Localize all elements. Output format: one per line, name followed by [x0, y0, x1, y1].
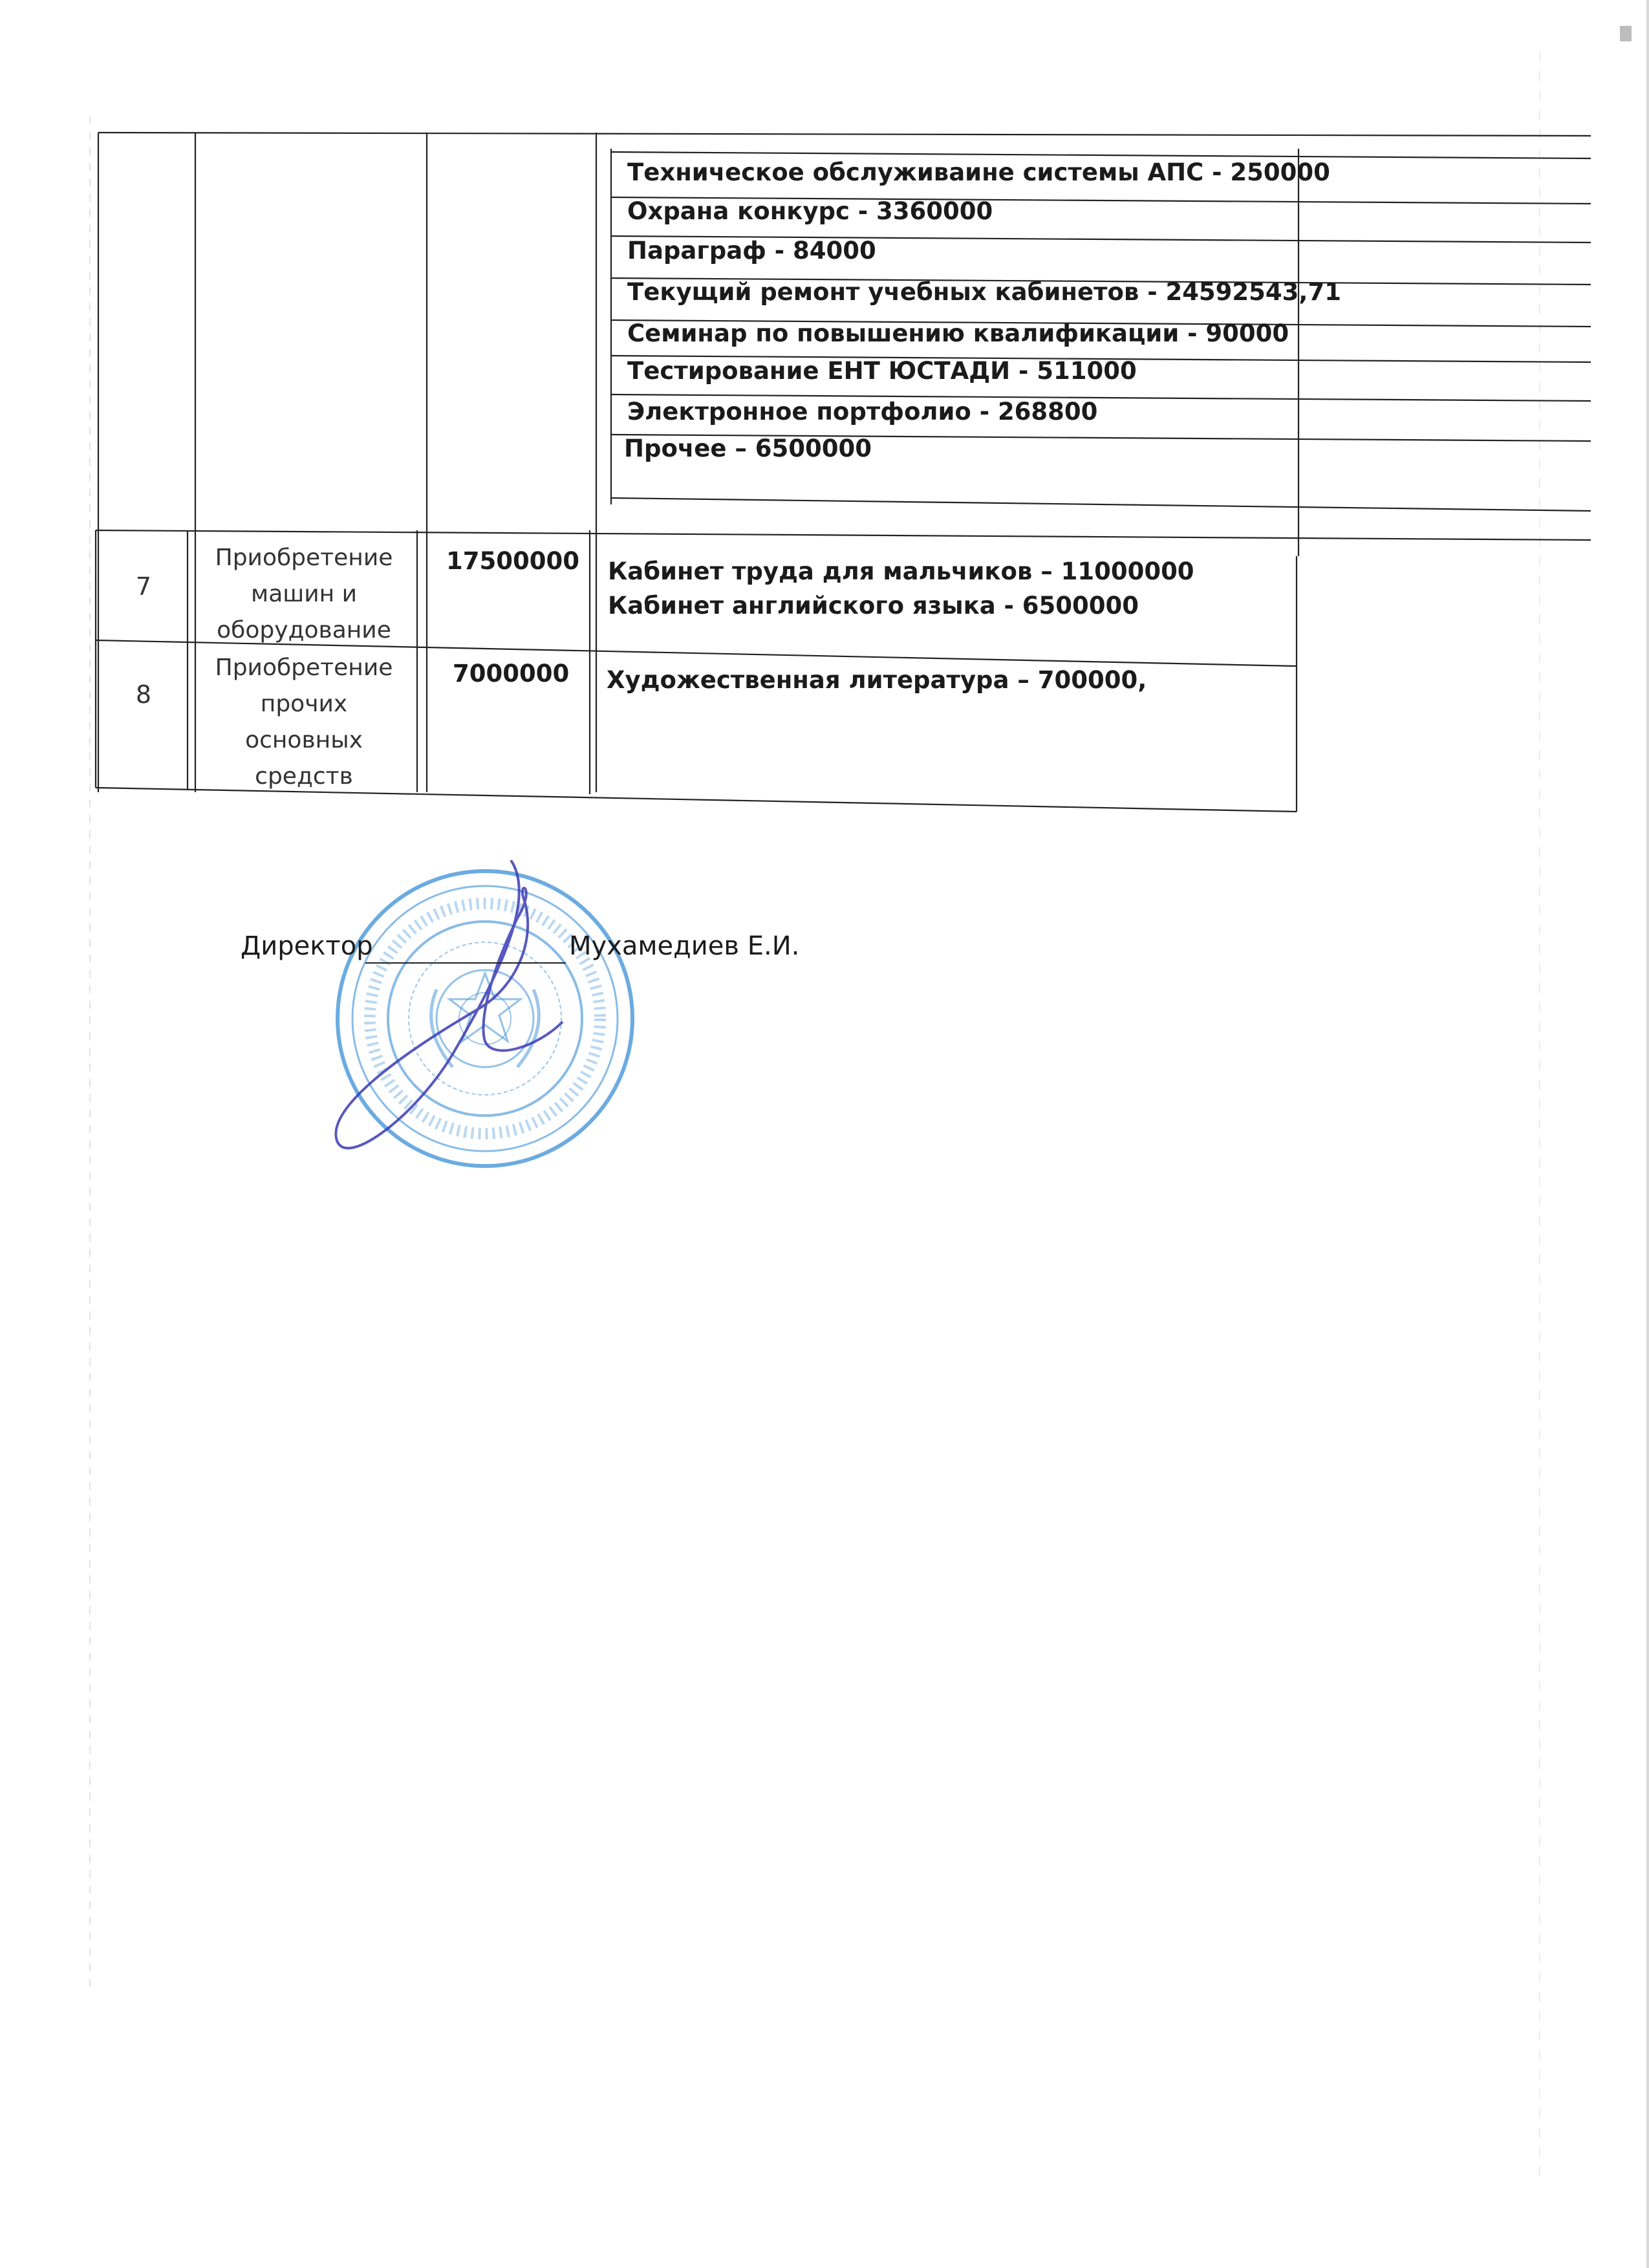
row-amount: 7000000: [453, 660, 570, 687]
official-seal: [323, 860, 647, 1171]
row-name: [188, 540, 420, 649]
row-name-line: машин и: [251, 581, 357, 607]
row-detail: Художественная литература – 700000,: [607, 666, 1147, 694]
row-number: 8: [135, 680, 152, 709]
signature-role: Директор: [241, 931, 373, 961]
expense-item: Техническое обслуживаине системы АПС - 250000: [627, 158, 1330, 186]
row-detail: Кабинет английского языка - 6500000: [608, 592, 1139, 620]
expense-item: Электронное портфолио - 268800: [627, 398, 1098, 426]
row-name-line: Приобретение: [215, 545, 393, 571]
row-amount: 17500000: [446, 547, 579, 575]
expense-item: Семинар по повышению квалификации - 90000: [627, 319, 1289, 347]
row-detail: Кабинет труда для мальчиков – 11000000: [608, 557, 1194, 585]
row-name-line: оборудование: [217, 617, 391, 643]
signature-name: Мухамедиев Е.И.: [569, 931, 800, 961]
expense-item: Прочее – 6500000: [624, 435, 872, 462]
row-name-line: средств: [255, 763, 353, 790]
row-number: 7: [135, 572, 152, 601]
expense-item: Текущий ремонт учебных кабинетов - 24592543,71: [627, 278, 1341, 306]
row-name-line: основных: [245, 727, 363, 753]
expense-item: Параграф - 84000: [627, 237, 876, 265]
row-name-line: прочих: [260, 691, 348, 717]
row-name: [188, 650, 420, 795]
expense-item: Тестирование ЕНТ ЮСТАДИ - 511000: [627, 357, 1137, 385]
expense-item: Охрана конкурс - 3360000: [627, 197, 993, 225]
signature-line: [365, 962, 566, 964]
row-name-line: Приобретение: [215, 654, 393, 681]
